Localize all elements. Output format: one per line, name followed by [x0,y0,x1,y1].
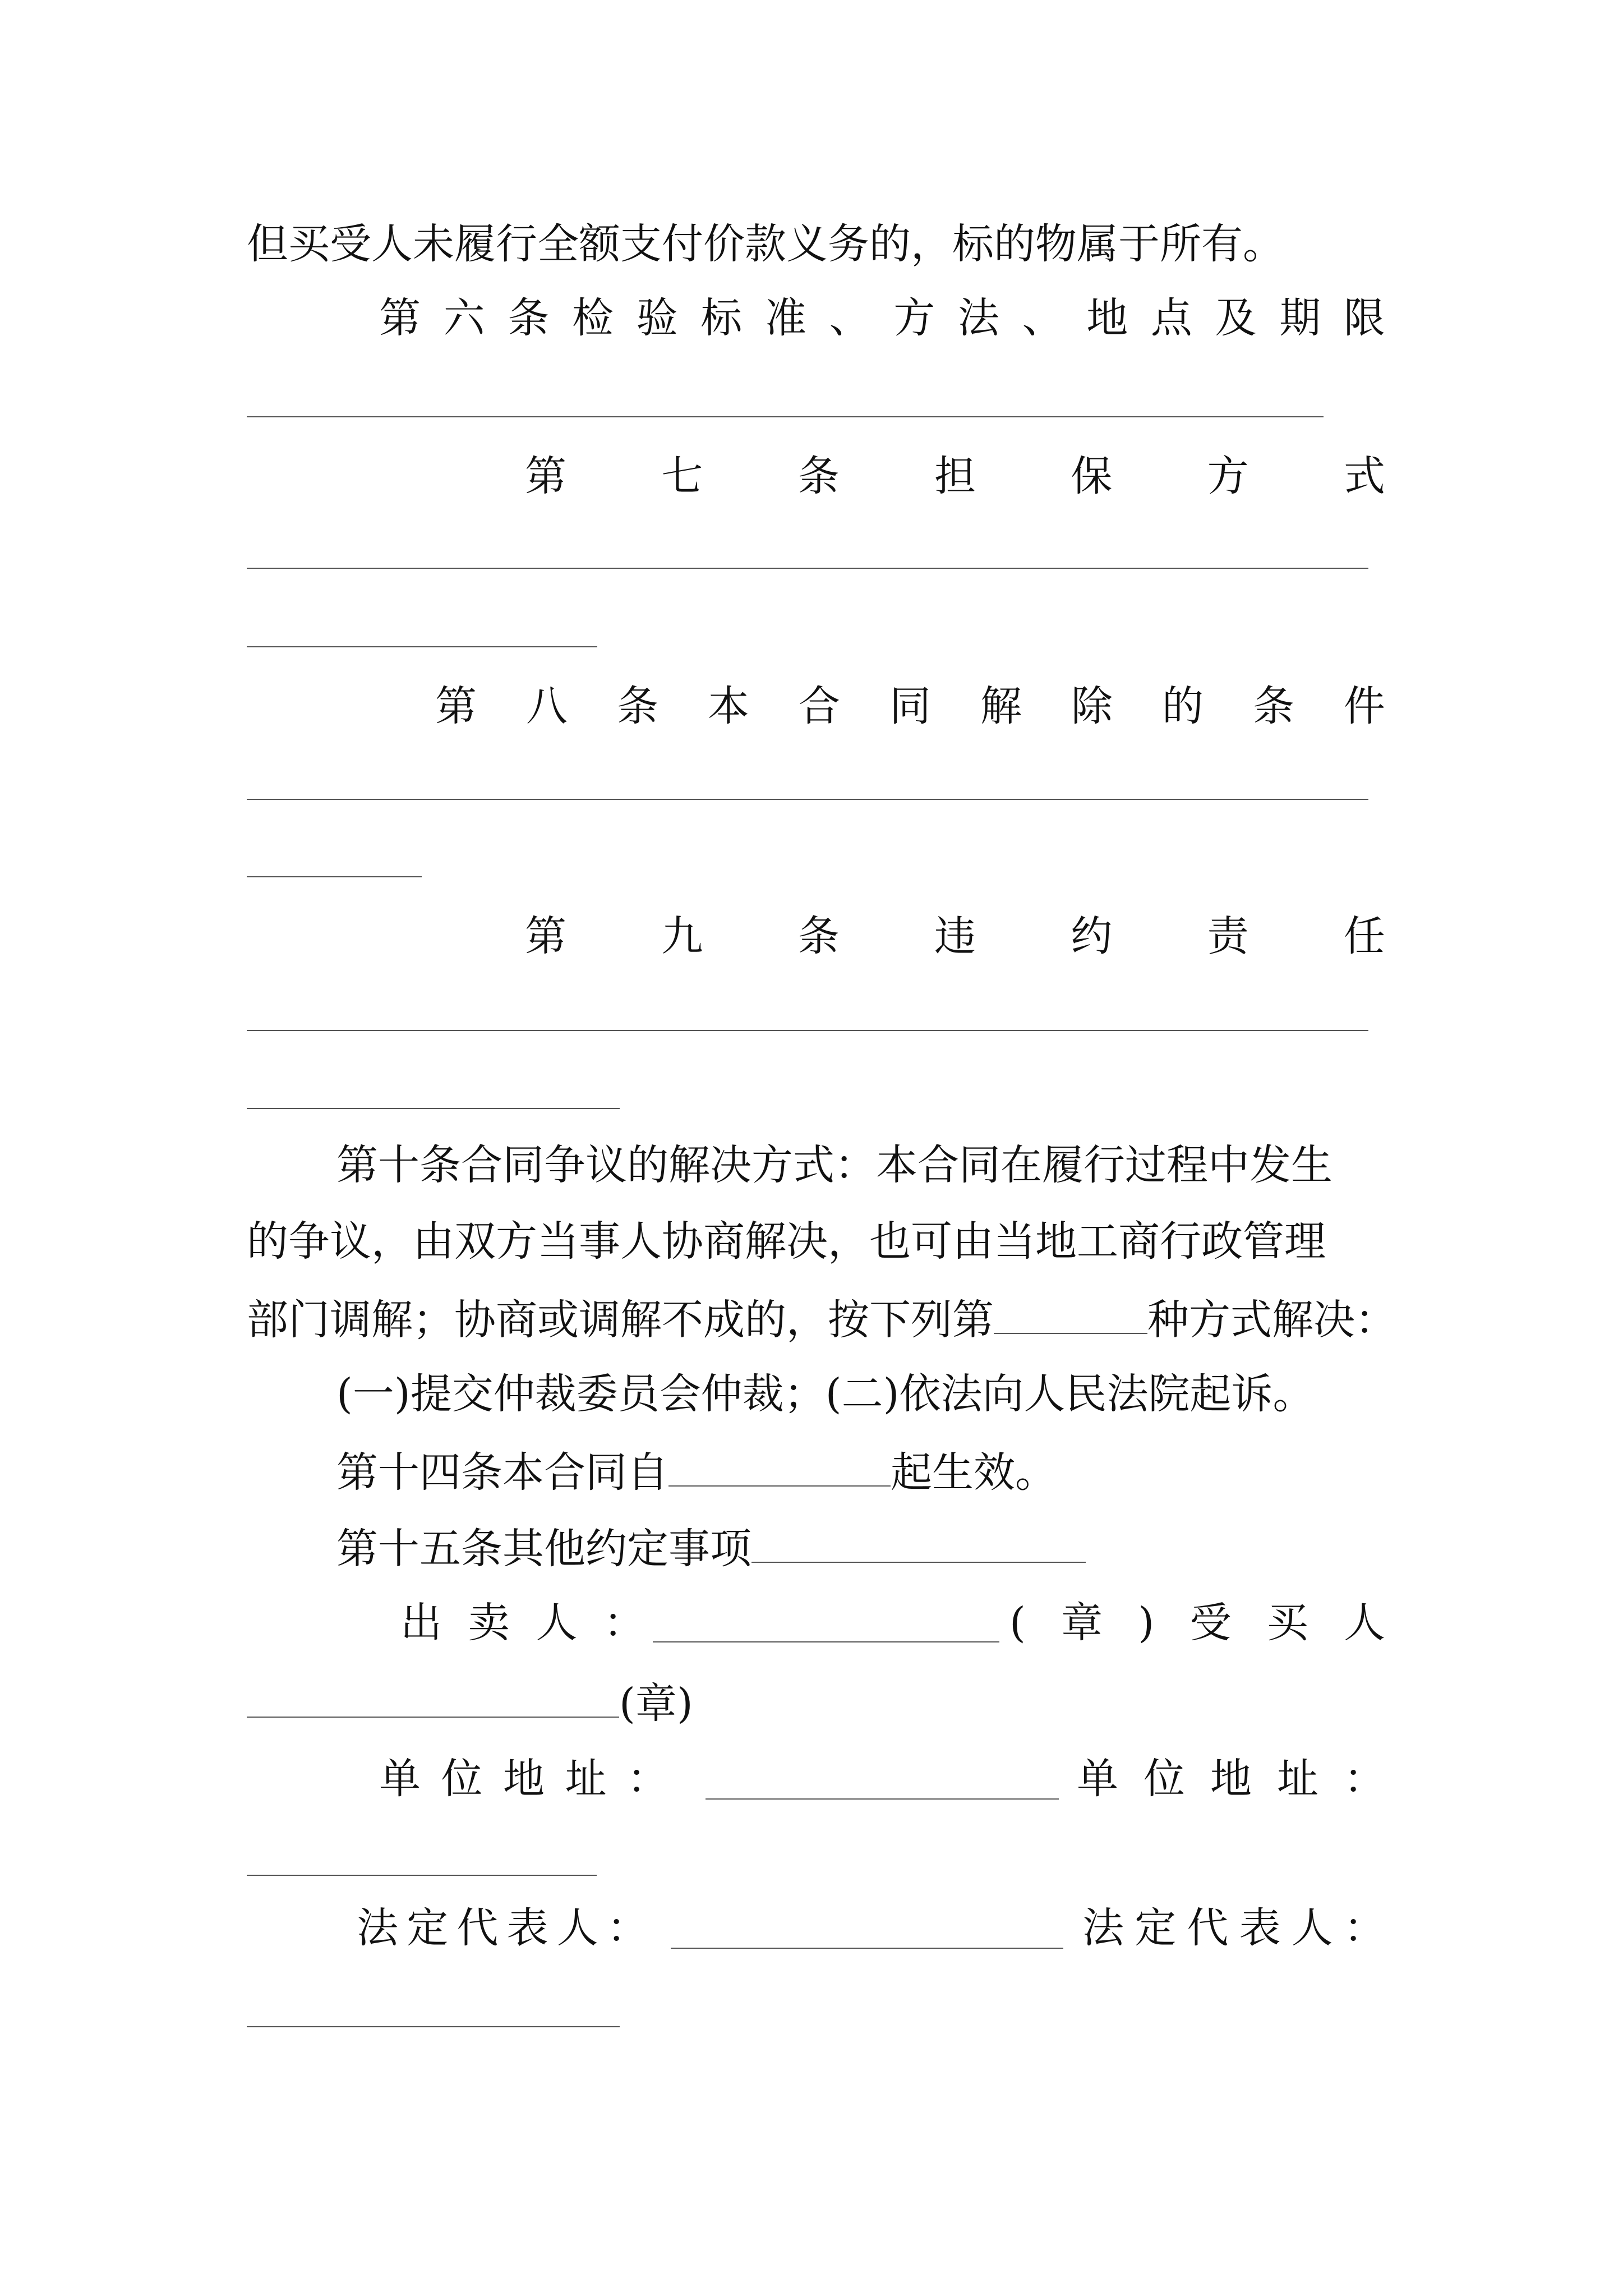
article-9-blank-line-2 [247,1108,620,1109]
char: 、 [1022,294,1064,342]
article-6-blank-line [247,416,1324,417]
char: 地 [1086,294,1128,342]
char: 代 [457,1904,499,1952]
char: 人 [1291,1904,1333,1952]
char: 六 [443,294,485,342]
char: 单 [379,1755,421,1803]
paragraph-ownership: 但买受人未履行全额支付价款义务的，标的物属于所有。 [247,220,1284,268]
char: 第 [525,912,566,960]
seller-seal-buyer [1009,1599,1385,1647]
char: 约 [1071,912,1113,960]
char: 条 [1253,682,1294,730]
buyer-blank [247,1681,619,1718]
char: 卖 [468,1599,510,1647]
char: 代 [1187,1904,1229,1952]
char: ) [1138,1599,1155,1647]
char: 的 [1162,682,1204,730]
article-9-heading [525,912,1385,960]
article-10-line-1: 第十条合同争议的解决方式：本合同在履行过程中发生 [336,1141,1332,1189]
char: 本 [708,682,749,730]
char: 、 [829,294,871,342]
buyer-seal: (章) [619,1680,693,1728]
char: ： [1343,1904,1385,1952]
char: ： [606,1904,648,1952]
char: 及 [1215,294,1257,342]
article-14-text: 第十四条本合同自 [336,1448,668,1497]
char: 条 [617,682,658,730]
seller-blank [653,1641,999,1642]
article-8-blank-line-2 [247,876,422,877]
char: 任 [1343,912,1385,960]
char: 表 [1239,1904,1281,1952]
char: 地 [1210,1755,1252,1803]
char: ： [603,1599,645,1647]
char: 人 [536,1599,578,1647]
buyer-address-blank [247,1875,597,1876]
article-10-text: 部门调解；协商或调解不成的，按下列第 [247,1296,994,1344]
char: 单 [1077,1755,1118,1803]
article-14-text-end: 起生效。 [891,1448,1057,1497]
char: 点 [1150,294,1192,342]
char: 条 [797,912,840,960]
char: 检 [571,294,614,342]
char: 验 [636,294,678,342]
method-number-blank [994,1297,1147,1334]
char: 表 [506,1904,548,1952]
buyer-rep-blank [247,2026,620,2027]
char: 定 [407,1904,449,1952]
char: 址 [1277,1755,1318,1803]
seller-address-blank [706,1798,1059,1800]
char: 地 [503,1755,545,1803]
article-6-heading [379,294,1385,342]
article-7-heading [525,452,1385,500]
char: 解 [980,682,1022,730]
char: 条 [508,294,550,342]
char: 合 [799,682,840,730]
char: 法 [957,294,999,342]
char: 址 [565,1755,607,1803]
seller-address-label [379,1755,668,1803]
char: 九 [661,912,703,960]
seller-rep-label [357,1904,648,1952]
char: 章 [1061,1599,1103,1647]
article-15 [336,1525,1086,1573]
char: 同 [889,682,931,730]
char: 七 [661,452,703,500]
char: 标 [700,294,743,342]
buyer-line [247,1680,693,1728]
char: 定 [1135,1904,1177,1952]
char: 除 [1071,682,1113,730]
char: 限 [1343,294,1385,342]
effective-date-blank [668,1450,891,1487]
char: 件 [1344,682,1385,730]
article-7-blank-line-2 [247,646,597,647]
other-matters-blank [751,1526,1086,1563]
seller-label [400,1599,645,1647]
article-10-options: (一)提交仲裁委员会仲裁；(二)依法向人民法院起诉。 [336,1370,1315,1418]
char: 八 [526,682,568,730]
char: 第 [435,682,477,730]
buyer-address-label [1077,1755,1385,1803]
char: 位 [441,1755,483,1803]
article-8-heading [435,682,1385,730]
char: 条 [797,452,840,500]
char: 式 [1343,452,1385,500]
char: ： [1344,1755,1385,1803]
char: 方 [1207,452,1249,500]
article-15-text: 第十五条其他约定事项 [336,1525,751,1573]
article-10-line-2: 的争议，由双方当事人协商解决，也可由当地工商行政管理 [247,1217,1326,1266]
article-10-line-3 [247,1296,1396,1344]
char: 受 [1189,1599,1232,1647]
buyer-rep-label [1082,1904,1385,1952]
char: 违 [934,912,976,960]
char: 位 [1144,1755,1185,1803]
char: 出 [400,1599,442,1647]
article-9-blank-line [247,1030,1368,1031]
char: 人 [1344,1599,1385,1647]
char: 期 [1279,294,1321,342]
char: 第 [525,452,566,500]
seller-rep-blank [671,1948,1063,1949]
char: 第 [379,294,421,342]
char: 法 [1082,1904,1124,1952]
char: 方 [893,294,935,342]
article-7-blank-line [247,568,1368,569]
char: 人 [556,1904,598,1952]
char: ( [1009,1599,1026,1647]
char: 保 [1071,452,1113,500]
char: 责 [1207,912,1249,960]
char: 法 [357,1904,398,1952]
char: 买 [1266,1599,1308,1647]
article-8-blank-line [247,799,1368,800]
char: ： [627,1755,668,1803]
char: 准 [764,294,806,342]
article-10-text-end: 种方式解决： [1147,1296,1396,1344]
article-14 [336,1448,1057,1497]
char: 担 [934,452,976,500]
